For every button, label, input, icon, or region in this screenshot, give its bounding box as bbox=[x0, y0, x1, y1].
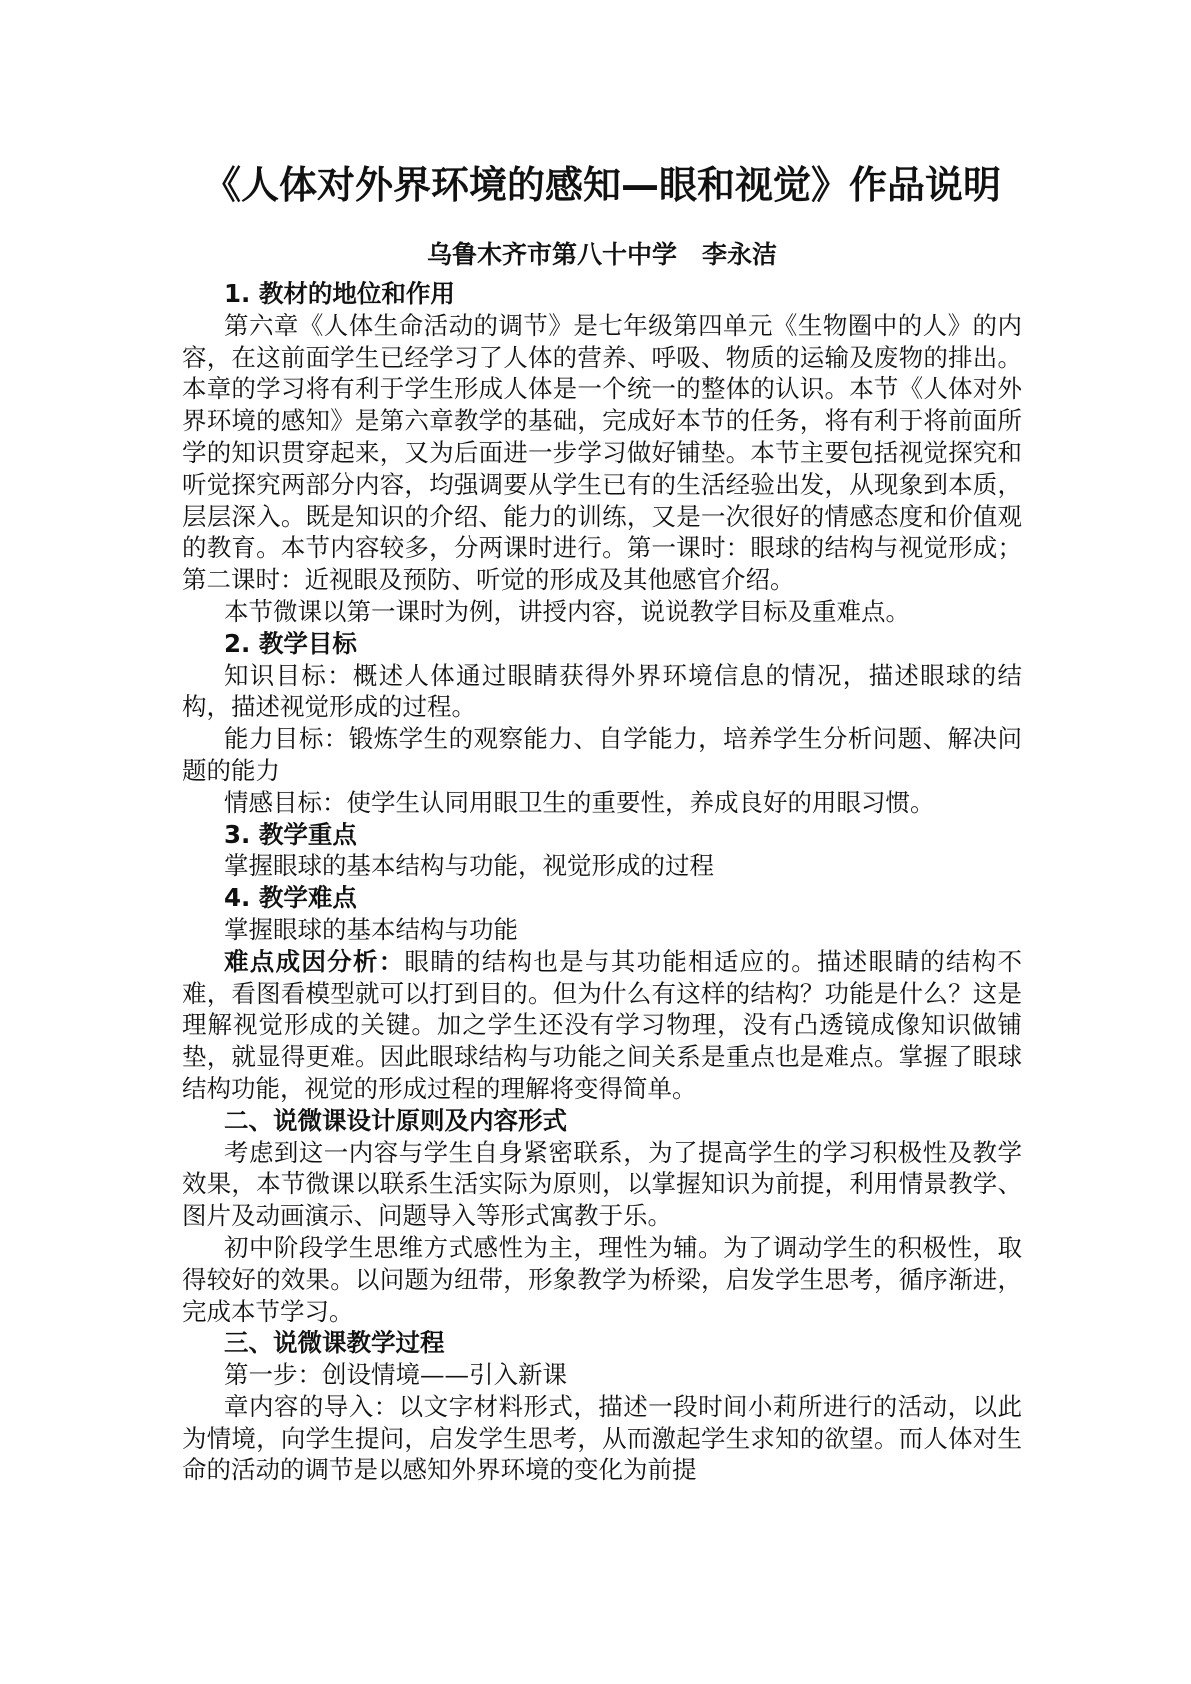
document-title: 《人体对外界环境的感知—眼和视觉》作品说明 bbox=[202, 163, 1001, 207]
paragraph-key-points: 掌握眼球的基本结构与功能，视觉形成的过程 bbox=[224, 851, 714, 881]
paragraph-knowledge-goal: 知识目标：概述人体通过眼睛获得外界环境信息的情况，描述眼球的结构，描述视觉形成的过程。 bbox=[182, 660, 1022, 722]
section-heading-difficulties: 4. 教学难点 bbox=[224, 883, 357, 913]
paragraph-step-one: 第一步：创设情境——引入新课 bbox=[224, 1360, 567, 1390]
paragraph-microlesson-scope: 本节微课以第一课时为例，讲授内容，说说教学目标及重难点。 bbox=[224, 596, 910, 626]
difficulty-analysis-label: 难点成因分析： bbox=[224, 946, 405, 976]
section-heading-design-principles: 二、说微课设计原则及内容形式 bbox=[224, 1105, 567, 1135]
paragraph-difficulty-analysis bbox=[182, 946, 1022, 1105]
paragraph-difficulties: 掌握眼球的基本结构与功能 bbox=[224, 914, 518, 944]
section-heading-teaching-process: 三、说微课教学过程 bbox=[224, 1328, 445, 1358]
author-line: 乌鲁木齐市第八十中学 李永洁 bbox=[426, 240, 777, 269]
document-body bbox=[182, 278, 1022, 1486]
difficulty-analysis-text: 眼睛的结构也是与其功能相适应的。描述眼睛的结构不难，看图看模型就可以打到目的。但为什么有这样的结构？功能是什么？这是理解视觉形成的关键。加之学生还没有学习物理，没有凸透镜成像知识做铺垫，就显得更难。因此眼球结构与功能之间关系是重点也是难点。掌握了眼球结构功能，视觉的形成过程的理解将变得简单。 bbox=[182, 946, 1022, 1103]
section-heading-key-points: 3. 教学重点 bbox=[224, 819, 357, 849]
paragraph-student-thinking: 初中阶段学生思维方式感性为主，理性为辅。为了调动学生的积极性，取得较好的效果。以问题为纽带，形象教学为桥梁，启发学生思考，循序渐进，完成本节学习。 bbox=[182, 1232, 1022, 1326]
paragraph-ability-goal: 能力目标：锻炼学生的观察能力、自学能力，培养学生分析问题、解决问题的能力 bbox=[182, 724, 1022, 785]
paragraph-chapter-intro: 章内容的导入：以文字材料形式，描述一段时间小莉所进行的活动，以此为情境，向学生提问，启发学生思考，从而激起学生求知的欲望。而人体对生命的活动的调节是以感知外界环境的变化为前提 bbox=[182, 1391, 1022, 1485]
section-heading-teaching-goals: 2. 教学目标 bbox=[224, 628, 357, 658]
section-heading-material-status: 1. 教材的地位和作用 bbox=[224, 279, 455, 308]
paragraph-emotion-goal: 情感目标：使学生认同用眼卫生的重要性，养成良好的用眼习惯。 bbox=[224, 787, 935, 817]
paragraph-design-principles: 考虑到这一内容与学生自身紧密联系，为了提高学生的学习积极性及教学效果，本节微课以联系生活实际为原则，以掌握知识为前提，利用情景教学、图片及动画演示、问题导入等形式寓教于乐。 bbox=[182, 1137, 1022, 1231]
paragraph-material-status: 第六章《人体生命活动的调节》是七年级第四单元《生物圈中的人》的内容，在这前面学生已经学习了人体的营养、呼吸、物质的运输及废物的排出。本章的学习将有利于学生形成人体是一个统一的整体的认识。本节《人体对外界环境的感知》是第六章教学的基础，完成好本节的任务，将有利于将前面所学的知识贯穿起来，又为后面进一步学习做好铺垫。本节主要包括视觉探究和听觉探究两部分内容，均强调要从学生已有的生活经验出发，从现象到本质，层层深入。既是知识的介绍、能力的训练，又是一次很好的情感态度和价值观的教育。本节内容较多，分两课时进行。第一课时：眼球的结构与视觉形成；第二课时：近视眼及预防、听觉的形成及其他感官介绍。 bbox=[182, 310, 1022, 595]
